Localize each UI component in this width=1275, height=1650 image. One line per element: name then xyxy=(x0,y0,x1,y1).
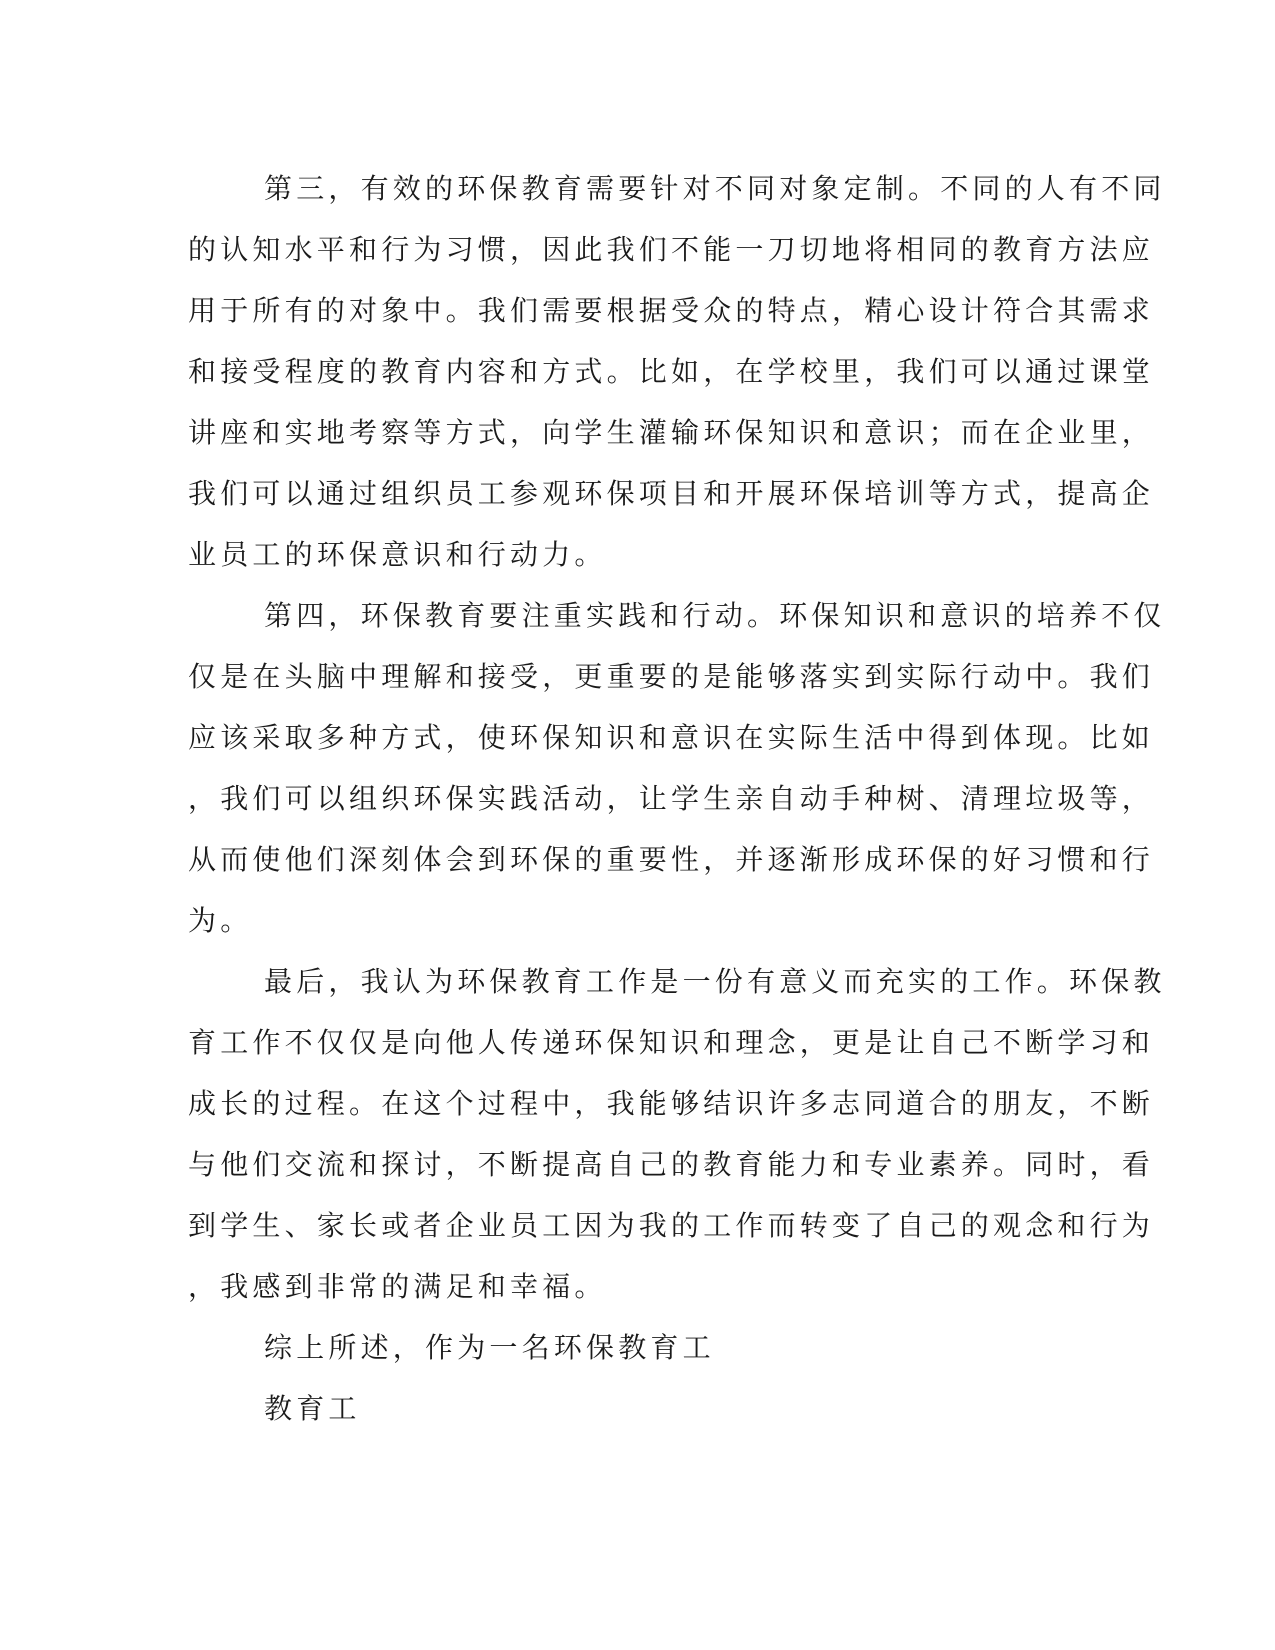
text-line: 到学生、家长或者企业员工因为我的工作而转变了自己的观念和行为 xyxy=(188,1209,1155,1242)
paragraph-finally xyxy=(188,951,1166,1317)
paragraph-fragment xyxy=(188,1378,1068,1439)
text-line: 讲座和实地考察等方式，向学生灌输环保知识和意识；而在企业里， xyxy=(188,416,1155,449)
text-line: 综上所述，作为一名环保教育工 xyxy=(264,1331,715,1364)
text-line: 我们可以通过组织员工参观环保项目和开展环保培训等方式，提高企 xyxy=(188,477,1155,510)
paragraph-third-point xyxy=(188,158,1166,585)
text-line: 最后，我认为环保教育工作是一份有意义而充实的工作。环保教 xyxy=(264,965,1166,998)
text-line: 仅是在头脑中理解和接受，更重要的是能够落实到实际行动中。我们 xyxy=(188,660,1155,693)
text-line: ，我们可以组织环保实践活动，让学生亲自动手种树、清理垃圾等， xyxy=(188,782,1155,815)
text-line: 的认知水平和行为习惯，因此我们不能一刀切地将相同的教育方法应 xyxy=(188,233,1155,266)
text-line: 育工作不仅仅是向他人传递环保知识和理念，更是让自己不断学习和 xyxy=(188,1026,1155,1059)
text-line: 教育工 xyxy=(264,1392,361,1425)
text-line: 成长的过程。在这个过程中，我能够结识许多志同道合的朋友，不断 xyxy=(188,1087,1155,1120)
paragraph-fourth-point xyxy=(188,585,1166,951)
document-body xyxy=(188,158,1166,1439)
text-line: 用于所有的对象中。我们需要根据受众的特点，精心设计符合其需求 xyxy=(188,294,1155,327)
text-line: ，我感到非常的满足和幸福。 xyxy=(188,1270,607,1303)
paragraph-summary xyxy=(188,1317,1068,1378)
text-line: 和接受程度的教育内容和方式。比如，在学校里，我们可以通过课堂 xyxy=(188,355,1155,388)
text-line: 为。 xyxy=(188,904,253,937)
text-line: 应该采取多种方式，使环保知识和意识在实际生活中得到体现。比如 xyxy=(188,721,1155,754)
text-line: 从而使他们深刻体会到环保的重要性，并逐渐形成环保的好习惯和行 xyxy=(188,843,1155,876)
text-line: 第四，环保教育要注重实践和行动。环保知识和意识的培养不仅 xyxy=(264,599,1166,632)
text-line: 业员工的环保意识和行动力。 xyxy=(188,538,607,571)
text-line: 与他们交流和探讨，不断提高自己的教育能力和专业素养。同时，看 xyxy=(188,1148,1155,1181)
text-line: 第三，有效的环保教育需要针对不同对象定制。不同的人有不同 xyxy=(264,172,1166,205)
